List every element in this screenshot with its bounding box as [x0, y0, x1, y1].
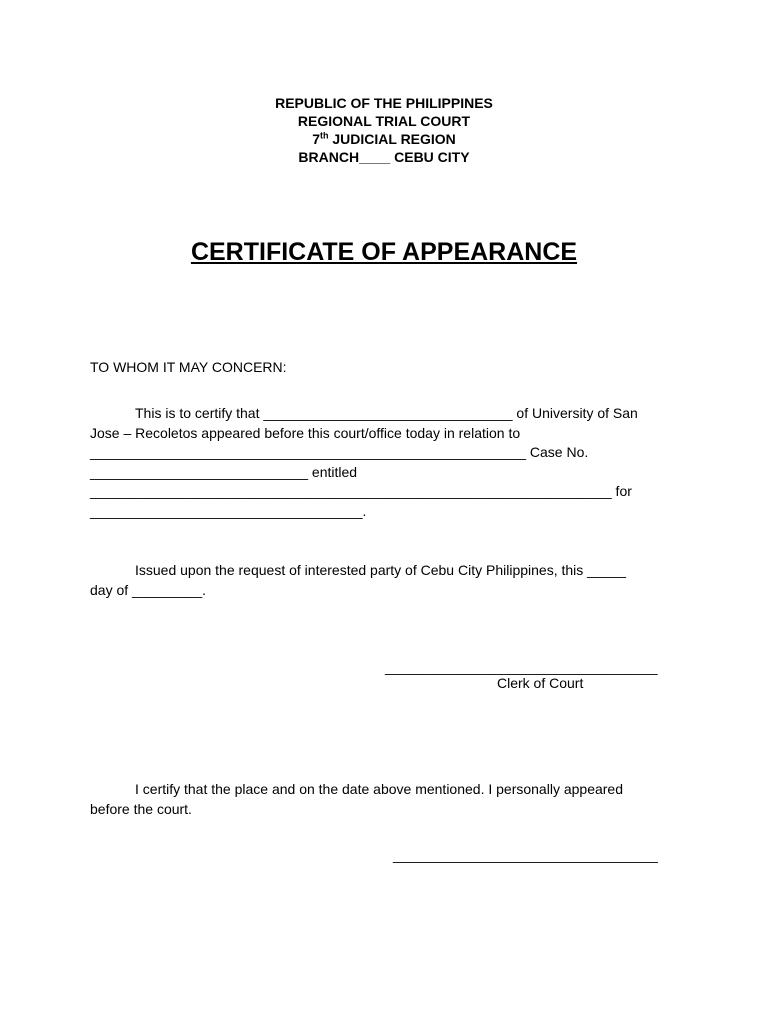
- header-court: REGIONAL TRIAL COURT: [297, 113, 471, 129]
- paragraph-line: ___________________________________.: [90, 502, 367, 519]
- paragraph-line: ________________________________________________________ Case No.: [90, 444, 589, 460]
- header-region: [0, 130, 768, 148]
- document-title: CERTIFICATE OF APPEARANCE: [190, 238, 578, 266]
- header-republic: REPUBLIC OF THE PHILIPPINES: [275, 95, 493, 111]
- certification-paragraph: [90, 404, 680, 521]
- paragraph-line: This is to certify that ________________________________ of University of San: [135, 405, 638, 421]
- paragraph-line: ____________________________ entitled: [90, 463, 358, 480]
- header-region-number: 7: [312, 131, 320, 147]
- paragraph-line: day of _________.: [90, 581, 206, 598]
- issuance-paragraph: [90, 561, 680, 600]
- header-region-text: JUDICIAL REGION: [328, 131, 456, 147]
- header-branch: BRANCH____ CEBU CITY: [298, 149, 470, 165]
- header-region-suffix: th: [319, 130, 329, 141]
- paragraph-line: Issued upon the request of interested party of Cebu City Philippines, this _____: [135, 562, 627, 578]
- clerk-signature-caption: Clerk of Court: [497, 675, 584, 691]
- paragraph-line: before the court.: [90, 800, 192, 817]
- salutation: TO WHOM IT MAY CONCERN:: [90, 359, 287, 375]
- appearer-signature-line: __________________________________: [393, 847, 658, 863]
- paragraph-line: Jose – Recoletos appeared before this court/office today in relation to: [90, 424, 521, 441]
- court-header: [0, 94, 768, 166]
- paragraph-line: I certify that the place and on the date above mentioned. I personally appeared: [135, 781, 623, 797]
- personal-certification-paragraph: [90, 780, 680, 819]
- paragraph-line: ___________________________________________________________________ for: [90, 483, 632, 499]
- clerk-signature-line: ___________________________________: [385, 659, 658, 675]
